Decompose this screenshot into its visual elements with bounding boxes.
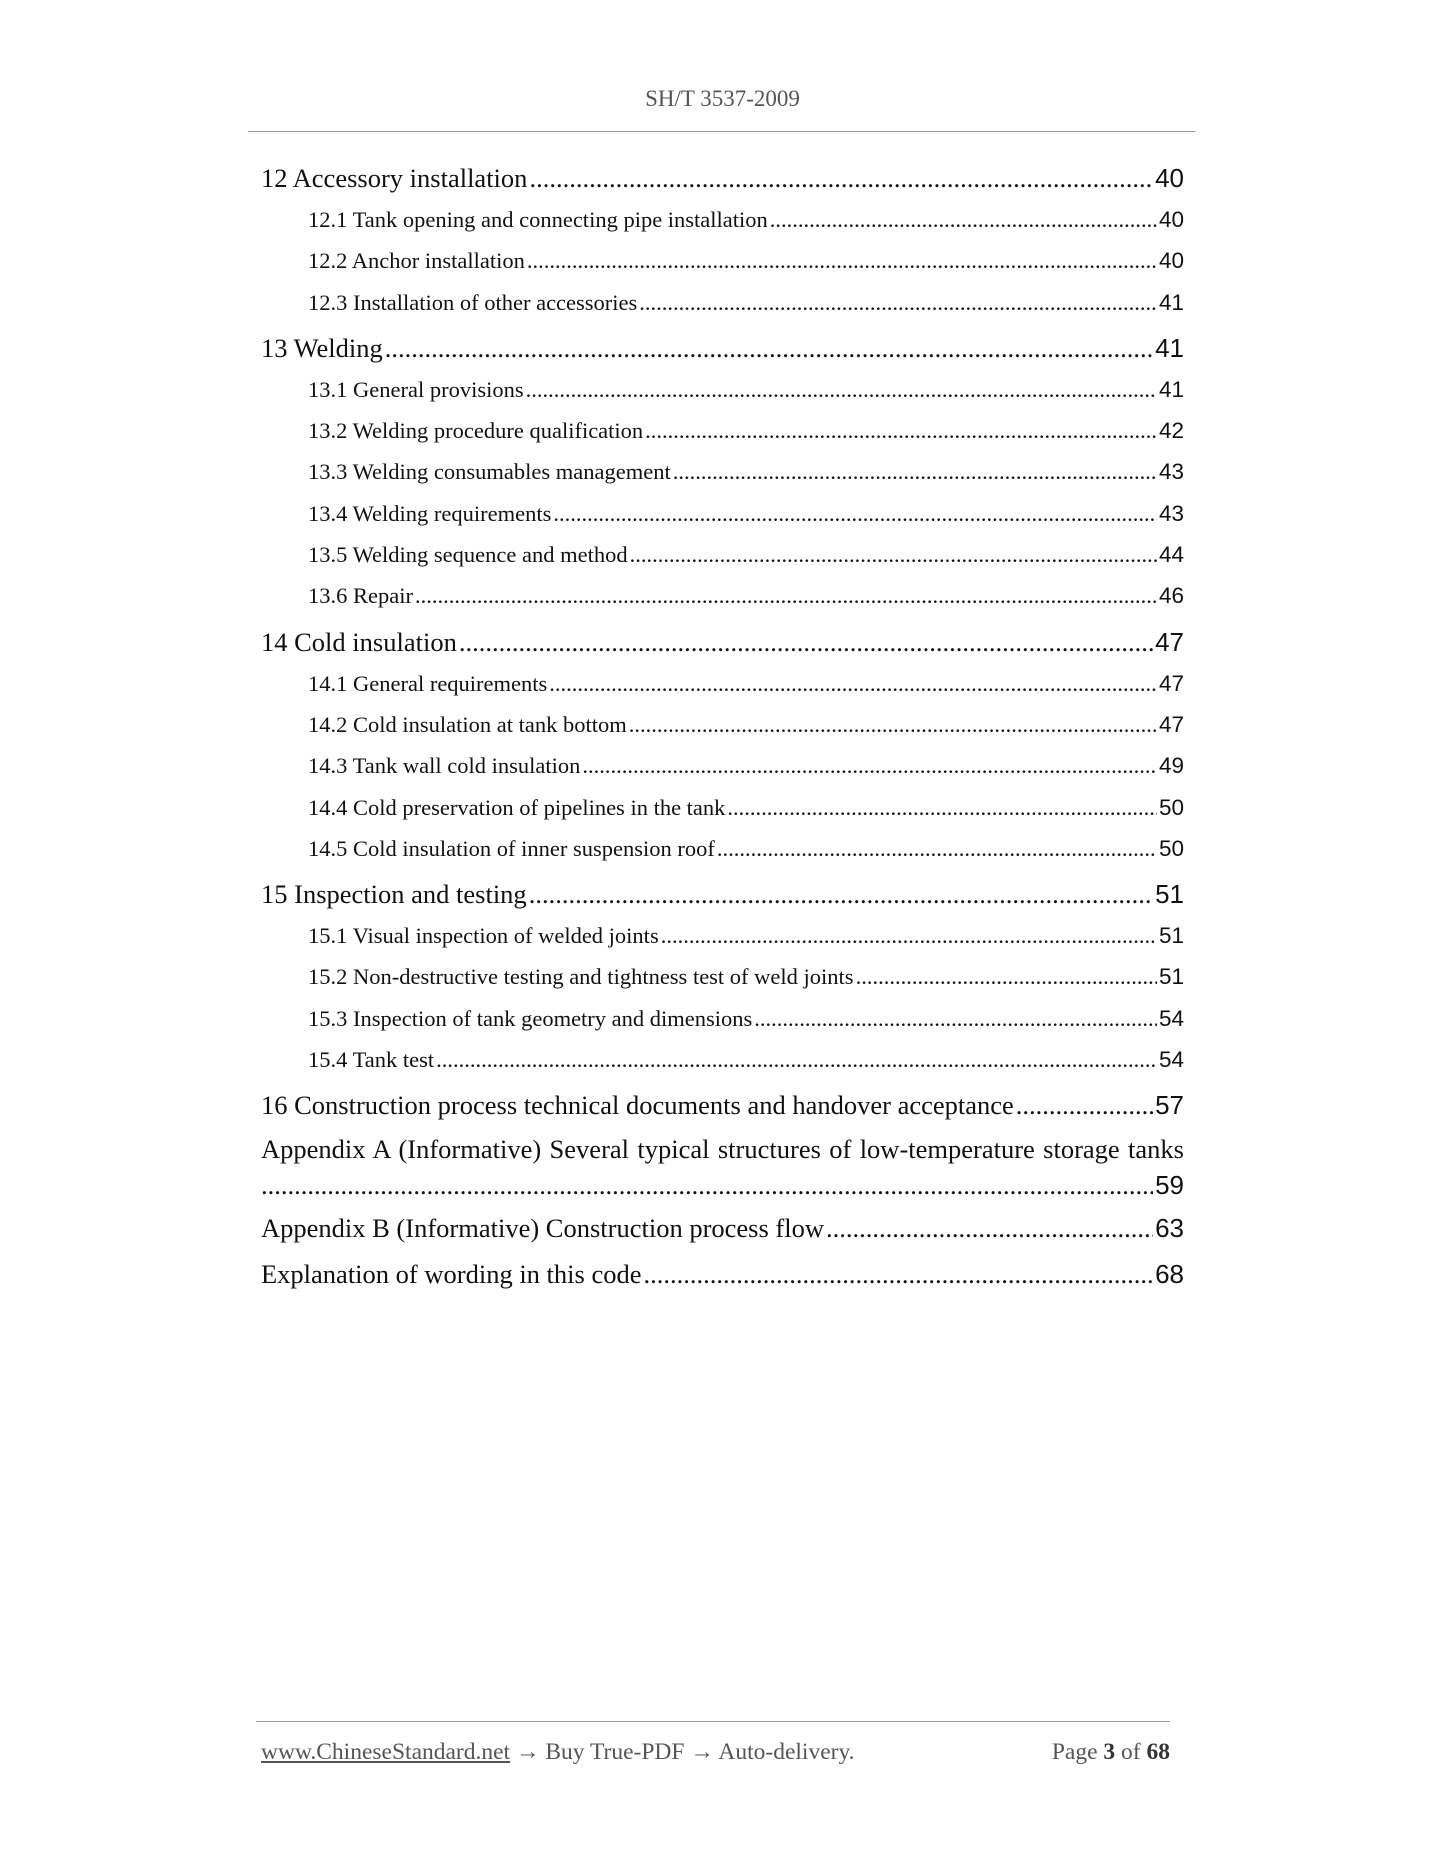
toc-entry-title: 13 Welding: [261, 332, 383, 363]
dot-leader: [717, 828, 1157, 869]
toc-entry-title: 13.1 General provisions: [308, 376, 524, 402]
dot-leader: [639, 282, 1157, 323]
toc-page-number: 47: [1158, 711, 1184, 737]
toc-entry-13-5[interactable]: [261, 534, 1184, 575]
toc-page-number: 50: [1158, 794, 1184, 820]
toc-page-number: 50: [1158, 835, 1184, 861]
toc-page-number: 41: [1158, 289, 1184, 315]
toc-entry-13-6[interactable]: [261, 575, 1184, 616]
toc-entry-15[interactable]: [261, 874, 1184, 915]
dot-leader: [645, 410, 1157, 451]
toc-page-number: 40: [1155, 163, 1184, 193]
toc-entry-13-2[interactable]: [261, 410, 1184, 451]
toc-entry-14-3[interactable]: [261, 745, 1184, 786]
toc-page-number: 49: [1158, 753, 1184, 779]
toc-entry-title: Appendix B (Informative) Construction process flow: [261, 1213, 825, 1244]
toc-entry-12-2[interactable]: [261, 240, 1184, 281]
toc-entry-title: 12 Accessory installation: [261, 163, 528, 193]
toc-entry-title: 12.1 Tank opening and connecting pipe installation: [308, 207, 768, 232]
toc-entry-15-2[interactable]: [261, 956, 1184, 997]
dot-leader: [770, 199, 1157, 240]
toc-entry-title: 15.2 Non-destructive testing and tightness test of weld joints: [308, 964, 854, 990]
toc-page-number: 44: [1158, 542, 1184, 568]
dot-leader: [1016, 1085, 1153, 1126]
toc-entry-title: 13.2 Welding procedure qualification: [308, 418, 644, 444]
toc-entry-14-4[interactable]: [261, 787, 1184, 828]
toc-entry-title: Appendix A (Informative) Several typical structures of low-temperature storage tanks: [261, 1134, 1184, 1165]
toc-page-number: 42: [1158, 418, 1184, 444]
dot-leader: [826, 1208, 1153, 1249]
toc-page-number: 51: [1158, 964, 1184, 990]
toc-page-number: 43: [1158, 500, 1184, 526]
toc-page-number: 51: [1155, 879, 1184, 910]
toc-entry-title: 14 Cold insulation: [261, 626, 457, 657]
toc-page-number: 41: [1155, 332, 1184, 363]
site-link[interactable]: www.ChineseStandard.net: [261, 1739, 511, 1765]
toc-entry-title: 12.2 Anchor installation: [308, 248, 525, 274]
page-footer: [261, 1739, 1170, 1769]
dot-leader: [526, 369, 1157, 410]
toc-entry-title: 12.3 Installation of other accessories: [308, 289, 638, 315]
toc-page-number: 57: [1155, 1090, 1184, 1121]
toc-entry-15-3[interactable]: [261, 998, 1184, 1039]
toc-page-number: 46: [1158, 583, 1184, 609]
dot-leader: [754, 998, 1157, 1039]
dot-leader: [549, 663, 1157, 704]
current-page-number: 3: [1103, 1739, 1116, 1765]
running-header: SH/T 3537-2009: [645, 86, 800, 111]
toc-entry-appendix-b[interactable]: [261, 1208, 1184, 1249]
footer-rule: [256, 1721, 1170, 1722]
dot-leader: [415, 575, 1157, 616]
toc-page-number: 43: [1158, 459, 1184, 485]
dot-leader: [529, 158, 1153, 199]
dot-leader: [673, 451, 1157, 492]
header-rule: [248, 131, 1195, 132]
toc-entry-13[interactable]: [261, 328, 1184, 369]
dot-leader: [385, 328, 1153, 369]
toc-entry-appendix-a[interactable]: [261, 1131, 1184, 1203]
toc-page-number: 54: [1158, 1047, 1184, 1073]
toc-entry-title: 14.2 Cold insulation at tank bottom: [308, 711, 627, 737]
toc-entry-title: 13.6 Repair: [308, 583, 413, 609]
toc-entry-title: 14.3 Tank wall cold insulation: [308, 753, 581, 779]
dot-leader: [436, 1039, 1157, 1080]
toc-entry-13-3[interactable]: [261, 451, 1184, 492]
dot-leader: [629, 704, 1157, 745]
toc-entry-14[interactable]: [261, 622, 1184, 663]
toc-page-number: 59: [1155, 1170, 1184, 1201]
footer-promo-text: → Buy True-PDF → Auto-delivery.: [510, 1739, 855, 1765]
dot-leader: [527, 240, 1157, 281]
toc-page-number: 68: [1155, 1259, 1184, 1290]
toc-entry-15-4[interactable]: [261, 1039, 1184, 1080]
toc-entry-title: 16 Construction process technical documents and handover acceptance: [261, 1090, 1014, 1121]
toc-entry-13-1[interactable]: [261, 369, 1184, 410]
dot-leader: [582, 745, 1157, 786]
toc-entry-title: 14.4 Cold preservation of pipelines in the tank: [308, 794, 726, 820]
toc-page-number: 40: [1158, 248, 1184, 274]
toc-entry-14-1[interactable]: [261, 663, 1184, 704]
toc-entry-title: 14.1 General requirements: [308, 670, 548, 696]
dot-leader: [644, 1254, 1154, 1295]
toc-page-number: 40: [1158, 207, 1184, 232]
dot-leader: [630, 534, 1157, 575]
toc-entry-title: 13.4 Welding requirements: [308, 500, 552, 526]
toc-entry-title: 15.3 Inspection of tank geometry and dimensions: [308, 1005, 753, 1031]
toc-entry-title: Explanation of wording in this code: [261, 1259, 642, 1290]
toc-entry-title: 14.5 Cold insulation of inner suspension roof: [308, 835, 715, 861]
toc-page-number: 41: [1158, 376, 1184, 402]
dot-leader: [529, 874, 1153, 915]
page-label: Page: [1051, 1739, 1098, 1765]
toc-page-number: 47: [1158, 670, 1184, 696]
toc-page-number: 51: [1158, 923, 1184, 949]
toc-entry-14-5[interactable]: [261, 828, 1184, 869]
table-of-contents: [261, 158, 1184, 1295]
page-indicator: [1052, 1739, 1170, 1766]
toc-entry-14-2[interactable]: [261, 704, 1184, 745]
toc-entry-title: 15.4 Tank test: [308, 1047, 435, 1073]
toc-page-number: 47: [1155, 626, 1184, 657]
toc-entry-12-1[interactable]: [261, 199, 1184, 240]
dot-leader: [261, 1167, 1153, 1203]
toc-entry-12-3[interactable]: [261, 282, 1184, 323]
toc-entry-title: 13.5 Welding sequence and method: [308, 542, 628, 568]
dot-leader: [661, 915, 1157, 956]
toc-entry-15-1[interactable]: [261, 915, 1184, 956]
dot-leader: [856, 956, 1157, 997]
dot-leader: [727, 787, 1157, 828]
toc-entry-title: 15.1 Visual inspection of welded joints: [308, 923, 659, 949]
dot-leader: [553, 493, 1157, 534]
toc-entry-16[interactable]: [261, 1085, 1184, 1126]
toc-entry-explanation[interactable]: [261, 1254, 1184, 1295]
toc-entry-12[interactable]: [261, 158, 1184, 199]
total-pages-number: 68: [1146, 1739, 1170, 1765]
toc-page-number: 54: [1158, 1005, 1184, 1031]
of-label: of: [1121, 1739, 1141, 1765]
toc-page-number: 63: [1155, 1213, 1184, 1244]
dot-leader: [459, 622, 1153, 663]
toc-entry-13-4[interactable]: [261, 493, 1184, 534]
toc-entry-title: 13.3 Welding consumables management: [308, 459, 671, 485]
toc-entry-title: 15 Inspection and testing: [261, 879, 527, 910]
